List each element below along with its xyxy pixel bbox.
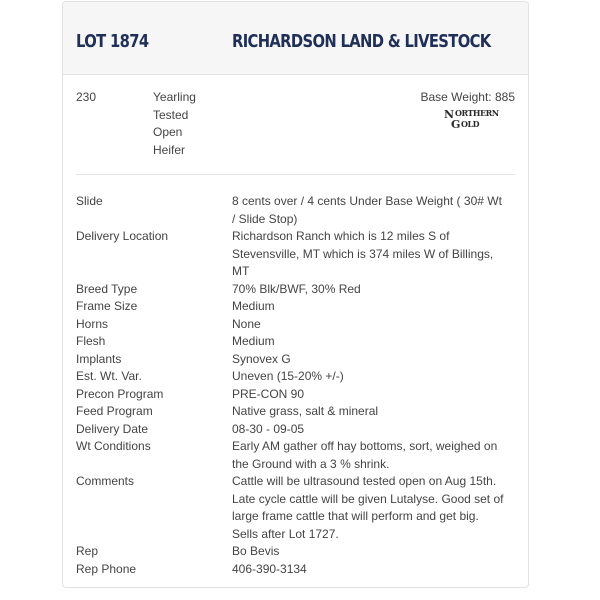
- detail-value: Medium: [232, 334, 275, 348]
- svg-text:OLD: OLD: [461, 119, 480, 129]
- detail-row: [76, 228, 518, 281]
- detail-row: [76, 281, 518, 299]
- detail-row: [76, 333, 518, 351]
- detail-value: Cattle will be ultrasound tested open on Aug 15th. Late cycle cattle will be given Lutalyse. Good set of large frame cattle that will perform and get big. Sells after Lot 1727.: [232, 474, 504, 541]
- detail-row: [76, 473, 518, 543]
- head-count: 230: [76, 90, 97, 104]
- detail-value: 8 cents over / 4 cents Under Base Weight ( 30# Wt / Slide Stop): [232, 194, 502, 226]
- lot-card: [62, 1, 529, 588]
- detail-value: Bo Bevis: [232, 544, 280, 558]
- northern-gold-logo: [443, 107, 515, 129]
- detail-row: [76, 298, 518, 316]
- detail-row: [76, 421, 518, 439]
- seller-name: RICHARDSON LAND & LIVESTOCK: [232, 31, 491, 52]
- detail-label: Implants: [76, 351, 122, 366]
- detail-value: Synovex G: [232, 351, 291, 366]
- description-line: Open: [153, 125, 183, 139]
- base-weight: Base Weight: 885: [420, 90, 515, 104]
- detail-row: [76, 438, 518, 473]
- detail-row: [76, 386, 518, 404]
- description-line: Tested: [153, 107, 189, 122]
- detail-label: Flesh: [76, 334, 106, 348]
- description-line: Yearling: [153, 90, 196, 104]
- lot-details: [76, 193, 518, 578]
- detail-row: [76, 543, 518, 561]
- detail-value: Medium: [232, 299, 275, 313]
- detail-label: Slide: [76, 194, 103, 208]
- detail-row: [76, 368, 518, 386]
- lot-number: LOT 1874: [76, 31, 149, 52]
- lot-header: [63, 2, 528, 75]
- detail-value: 70% Blk/BWF, 30% Red: [232, 281, 361, 296]
- detail-row: [76, 403, 518, 421]
- detail-value: Uneven (15-20% +/-): [232, 369, 344, 383]
- detail-label: Frame Size: [76, 299, 138, 313]
- detail-label: Comments: [76, 474, 135, 488]
- detail-label: Feed Program: [76, 404, 153, 418]
- detail-label: Horns: [76, 316, 109, 331]
- detail-row: [76, 351, 518, 369]
- detail-label: Est. Wt. Var.: [76, 369, 142, 383]
- detail-label: Breed Type: [76, 281, 138, 296]
- detail-row: [76, 561, 518, 579]
- svg-text:N: N: [444, 108, 454, 121]
- detail-label: Delivery Location: [76, 229, 169, 243]
- detail-value: Early AM gather off hay bottoms, sort, weighed on the Ground with a 3 % shrink.: [232, 439, 498, 471]
- detail-row: [76, 193, 518, 228]
- svg-text:G: G: [451, 118, 460, 129]
- svg-text:ORTHERN: ORTHERN: [455, 108, 499, 118]
- detail-value: 08-30 - 09-05: [232, 421, 305, 436]
- detail-value: Richardson Ranch which is 12 miles S of Stevensville, MT which is 374 miles W of Billings, MT: [232, 229, 494, 278]
- lot-summary: [76, 89, 515, 159]
- section-divider: [76, 174, 515, 175]
- detail-value: Native grass, salt & mineral: [232, 404, 379, 418]
- detail-value: 406-390-3134: [232, 561, 307, 576]
- detail-value: PRE-CON 90: [232, 386, 305, 401]
- detail-label: Rep: [76, 544, 99, 558]
- detail-label: Delivery Date: [76, 421, 149, 436]
- cattle-description: [153, 89, 196, 159]
- detail-value: None: [232, 316, 261, 331]
- detail-label: Rep Phone: [76, 561, 137, 576]
- description-line: Heifer: [153, 142, 186, 157]
- detail-label: Wt Conditions: [76, 439, 151, 453]
- detail-label: Precon Program: [76, 386, 164, 401]
- detail-row: [76, 316, 518, 334]
